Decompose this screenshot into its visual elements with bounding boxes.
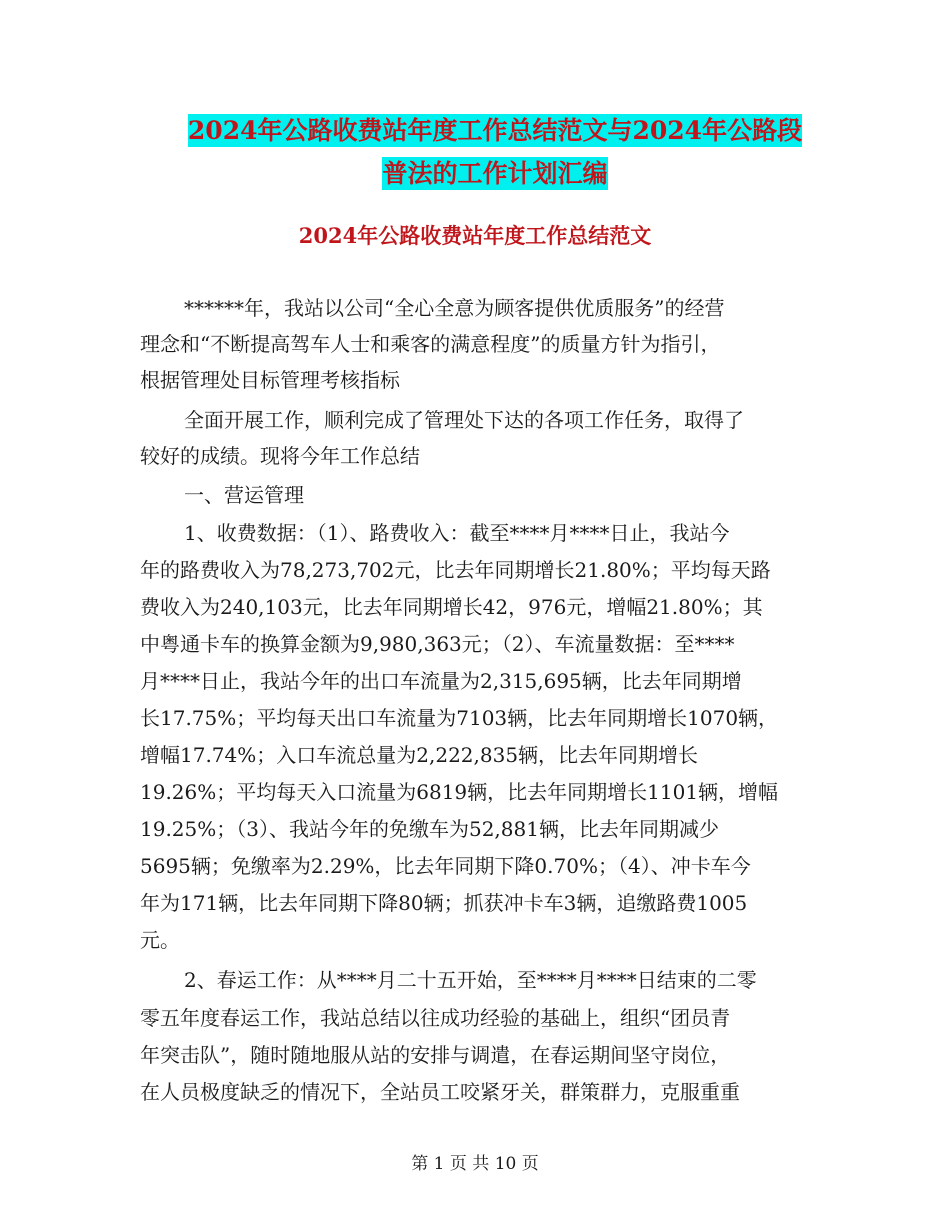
body-line: 在人员极度缺乏的情况下，全站员工咬紧牙关，群策群力，克服重重 <box>140 1080 740 1104</box>
body-line: 理念和“不断提高驾车人士和乘客的满意程度”的质量方针为指引， <box>140 332 721 356</box>
body-line: 费收入为240,103元，比去年同期增长42，976元，增幅21.80%；其 <box>140 595 763 619</box>
body-line: 19.26%；平均每天入口流量为6819辆，比去年同期增长1101辆，增幅 <box>140 780 779 804</box>
section-heading: 2024年公路收费站年度工作总结范文 <box>298 223 652 248</box>
body-line: 中粤通卡车的换算金额为9,980,363元；（2）、车流量数据：至**** <box>140 632 735 656</box>
body-line: 增幅17.74%；入口车流总量为2,222,835辆，比去年同期增长 <box>140 743 699 767</box>
page-footer: 第 1 页 共 10 页 <box>411 1154 539 1174</box>
body-line: 19.25%；（3）、我站今年的免缴车为52,881辆，比去年同期减少 <box>140 817 719 841</box>
body-line: 元。 <box>140 928 180 952</box>
title-text-2: 普法的工作计划汇编 <box>382 159 608 188</box>
body-line: 1、收费数据：（1）、路费收入：截至****月****日止，我站今 <box>184 521 730 545</box>
body-line: 长17.75%；平均每天出口车流量为7103辆，比去年同期增长1070辆， <box>140 706 779 730</box>
body-line: ******年，我站以公司“全心全意为顾客提供优质服务”的经营 <box>184 296 725 320</box>
body-line: 年为171辆，比去年同期下降80辆；抓获冲卡车3辆，追缴路费1005 <box>140 891 748 915</box>
body-line: 2、春运工作：从****月二十五开始，至****月****日结束的二零 <box>184 968 757 992</box>
body-line: 年的路费收入为78,273,702元，比去年同期增长21.80%；平均每天路 <box>140 558 771 582</box>
document-title-line-2 <box>140 151 850 197</box>
body-line: 5695辆；免缴率为2.29%，比去年同期下降0.70%；（4）、冲卡车今 <box>140 854 751 878</box>
body-line: 年突击队”，随时随地服从站的安排与调遣，在春运期间坚守岗位， <box>140 1043 731 1067</box>
document-title-line-1 <box>140 108 850 154</box>
body-line: 较好的成绩。现将今年工作总结 <box>140 444 420 468</box>
body-line: 全面开展工作，顺利完成了管理处下达的各项工作任务，取得了 <box>184 408 744 432</box>
body-line: 零五年度春运工作，我站总结以往成功经验的基础上，组织“团员青 <box>140 1006 731 1030</box>
title-text-1: 2024年公路收费站年度工作总结范文与2024年公路段 <box>187 116 803 145</box>
body-line: 一、营运管理 <box>184 483 304 507</box>
body-line: 根据管理处目标管理考核指标 <box>140 368 400 392</box>
body-line: 月****日止，我站今年的出口车流量为2,315,695辆，比去年同期增 <box>140 669 742 693</box>
